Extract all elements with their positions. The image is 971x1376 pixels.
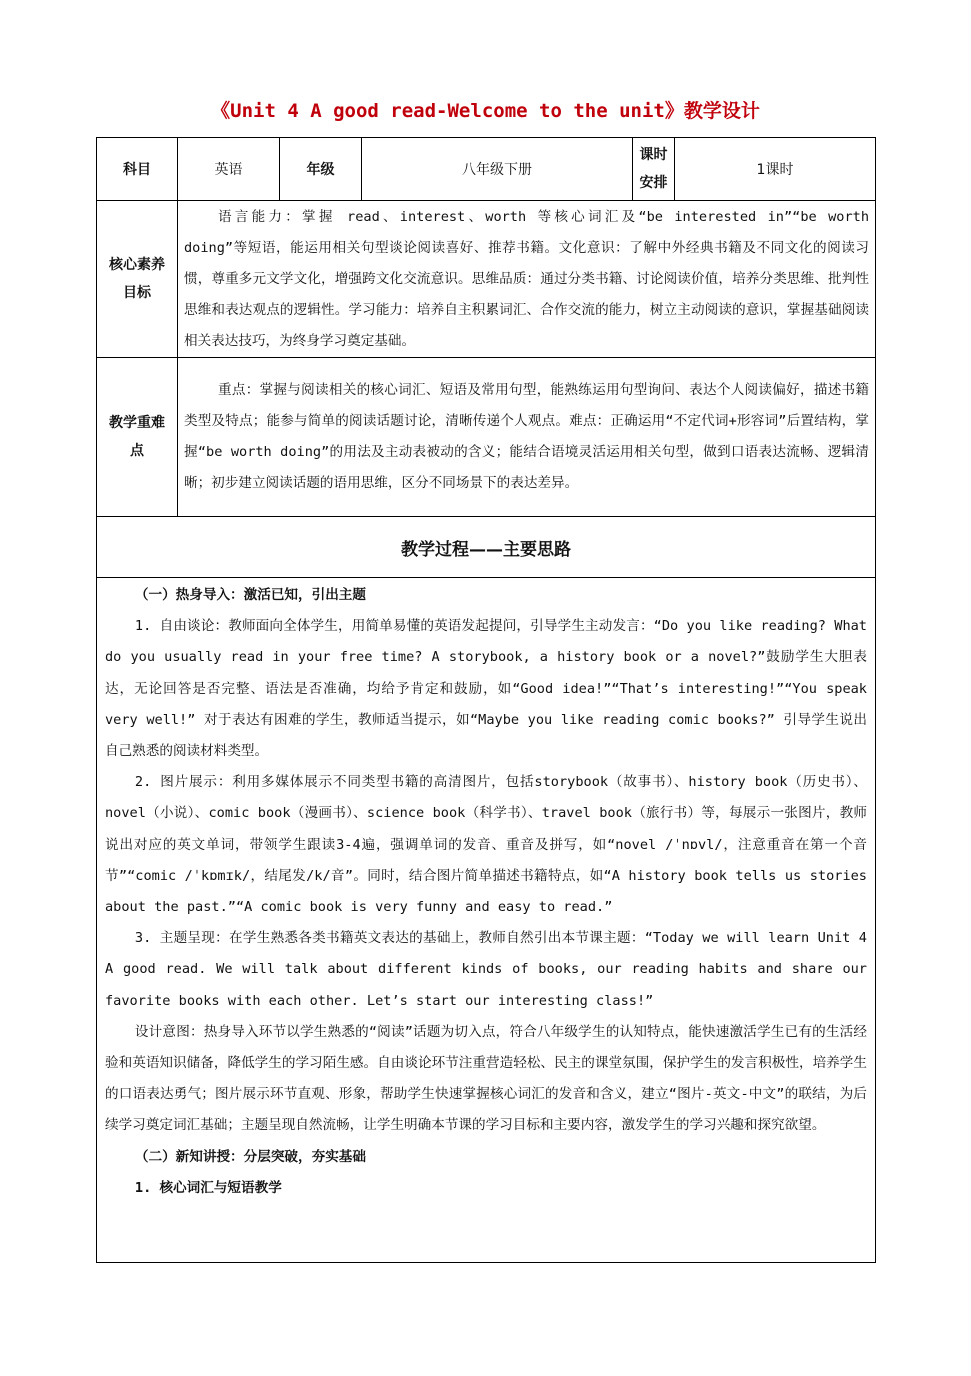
core-label-line1: 核心素养 bbox=[109, 257, 165, 273]
step-3-topic-intro: 3. 主题呈现：在学生熟悉各类书籍英文表达的基础上，教师自然引出本节课主题：“Today we will learn Unit 4 A good read. We will talk about different kinds of books, our reading habits and share our favorite books with each other. Let’s start our interesting class!” bbox=[105, 930, 867, 1009]
core-competency-text: 语言能力：掌握 read、interest、worth 等核心词汇及“be interested in”“be worth doing”等短语，能运用相关句型谈论阅读喜好、推荐书籍。文化意识：了解中外经典书籍及不同文化的阅读习惯，尊重多元文学文化，增强跨文化交流意识。思维品质：通过分类书籍、讨论阅读价值，培养分类思维、批判性思维和表达观点的逻辑性。学习能力：培养自主积累词汇、合作交流的能力，树立主动阅读的意识，掌握基础阅读相关表达技巧，为终身学习奠定基础。 bbox=[184, 208, 869, 349]
period-label-line2: 安排 bbox=[639, 175, 668, 191]
core-label-line2: 目标 bbox=[123, 285, 151, 301]
header-row bbox=[97, 138, 876, 201]
key-difficult-text: 重点：掌握与阅读相关的核心词汇、短语及常用句型，能熟练运用句型询问、表达个人阅读偏好，描述书籍类型及特点；能参与简单的阅读话题讨论，清晰传递个人观点。难点：正确运用“不定代词+形容词”后置结构，掌握“be worth doing”的用法及主动表被动的含义；能结合语境灵活运用相关句型，做到口语表达流畅、逻辑清晰；初步建立阅读话题的语用思维，区分不同场景下的表达差异。 bbox=[184, 382, 869, 491]
subject-value: 英语 bbox=[178, 138, 280, 201]
process-content bbox=[97, 578, 876, 1263]
core-competency-text-cell bbox=[178, 201, 876, 358]
design-intent: 设计意图：热身导入环节以学生熟悉的“阅读”话题为切入点，符合八年级学生的认知特点，能快速激活学生已有的生活经验和英语知识储备，降低学生的学习陌生感。自由谈论环节注重营造轻松、民主的课堂氛围，保护学生的发言积极性，培养学生的口语表达勇气；图片展示环节直观、形象，帮助学生快速掌握核心词汇的发音和含义，建立“图片-英文-中文”的联结，为后续学习奠定词汇基础；主题呈现自然流畅，让学生明确本节课的学习目标和主要内容，激发学生的学习兴趣和探究欲望。 bbox=[105, 1023, 867, 1134]
section-1-heading: （一）热身导入：激活已知，引出主题 bbox=[134, 587, 366, 603]
process-content-row bbox=[97, 578, 876, 1263]
document-title: 《Unit 4 A good read-Welcome to the unit》教学设计 bbox=[211, 100, 760, 122]
step-1-free-talk: 1. 自由谈论：教师面向全体学生，用简单易懂的英语发起提问，引导学生主动发言：“Do you like reading? What do you usually read in your free time? A storybook, a history book or a novel?”鼓励学生大胆表达，无论回答是否完整、语法是否准确，均给予肯定和鼓励，如“Good idea!”“That’s interesting!”“You speak very well!” 对于表达有困难的学生，教师适当提示，如“Maybe you like reading comic books?” 引导学生说出自己熟悉的阅读材料类型。 bbox=[105, 618, 867, 760]
section-2-heading: （二）新知讲授：分层突破，夯实基础 bbox=[134, 1148, 366, 1165]
core-competency-row bbox=[97, 201, 876, 358]
lesson-plan-table bbox=[96, 137, 876, 1263]
subject-label: 科目 bbox=[97, 138, 178, 201]
subsection-1-heading: 1. 核心词汇与短语教学 bbox=[134, 1179, 282, 1196]
period-value: 1课时 bbox=[675, 138, 876, 201]
period-label-line1: 课时 bbox=[639, 147, 668, 163]
key-difficult-row bbox=[97, 358, 876, 517]
process-title: 教学过程——主要思路 bbox=[97, 517, 876, 578]
key-difficult-text-cell bbox=[178, 358, 876, 517]
step-2-picture-show: 2. 图片展示：利用多媒体展示不同类型书籍的高清图片，包括storybook（故事书）、history book（历史书）、novel（小说）、comic book（漫画书）、science book（科学书）、travel book（旅行书）等，每展示一张图片，教师说出对应的英文单词，带领学生跟读3-4遍，强调单词的发音、重音及拼写，如“novel /ˈnɒvl/，注意重音在第一个音节”“comic /ˈkɒmɪk/，结尾发/k/音”。同时，结合图片简单描述书籍特点，如“A history book tells us stories about the past.”“A comic book is very funny and easy to read.” bbox=[105, 774, 867, 916]
period-label bbox=[633, 138, 675, 201]
grade-label: 年级 bbox=[280, 138, 362, 201]
core-competency-label bbox=[97, 201, 178, 358]
key-label-line2: 点 bbox=[130, 443, 144, 459]
key-label-line1: 教学重难 bbox=[109, 415, 165, 431]
process-title-row bbox=[97, 517, 876, 578]
key-difficult-label bbox=[97, 358, 178, 517]
grade-value: 八年级下册 bbox=[362, 138, 633, 201]
